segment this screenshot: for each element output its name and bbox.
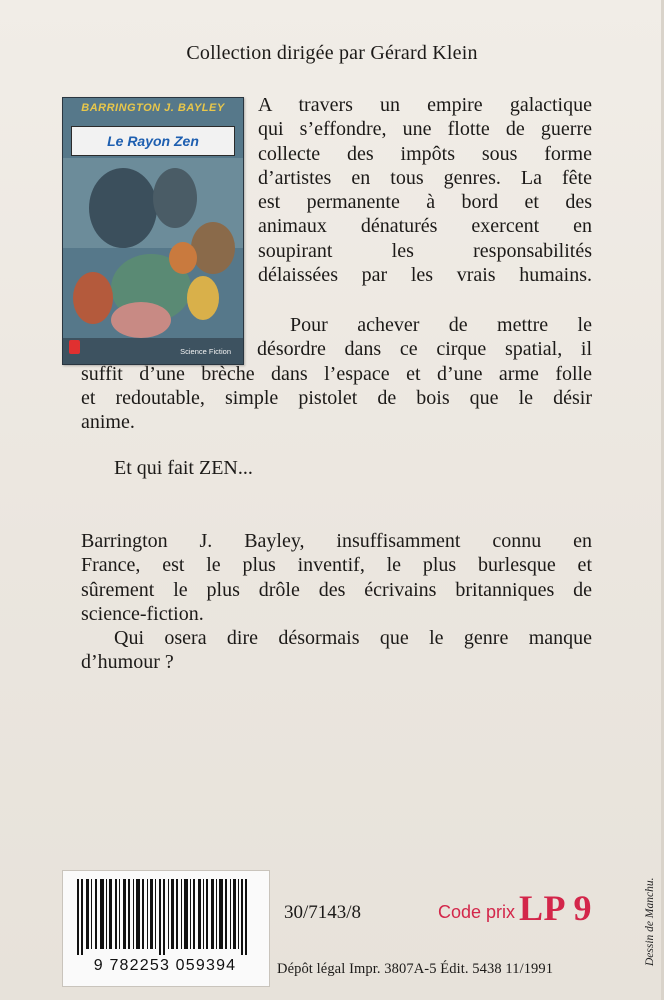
- text-line: et redoutable, simple pistolet de bois que le désir: [81, 386, 592, 409]
- text-line: soupirant les responsabilités: [258, 239, 592, 262]
- blurb-paragraph-3: Et qui fait ZEN...: [114, 457, 253, 479]
- text-line: désordre dans ce cirque spatial, il: [257, 338, 592, 361]
- author-note-paragraph-1: [81, 529, 592, 626]
- barcode-icon: [77, 879, 255, 955]
- text-line: Pour achever de mettre le: [290, 314, 592, 336]
- text-line: Barrington J. Bayley, insuffisamment connu en: [81, 530, 592, 552]
- price-code-label: Code prix: [438, 902, 516, 922]
- text-line: Qui osera dire désormais que le genre manque: [114, 627, 592, 649]
- cover-imprint: Science Fiction: [180, 347, 231, 356]
- blurb-paragraph-2: [81, 313, 592, 434]
- cover-author: BARRINGTON J. BAYLEY: [81, 102, 225, 114]
- cover-title-box: [71, 126, 235, 156]
- illustration-credit: Dessin de Manchu.: [644, 877, 656, 966]
- publisher-logo-icon: [69, 340, 80, 354]
- price-code: LP 9: [519, 888, 593, 928]
- author-note-paragraph-2: [81, 626, 592, 675]
- text-line: suffit d’une brèche dans l’espace et d’une arme folle: [81, 362, 592, 385]
- text-line: qui s’effondre, une flotte de guerre: [258, 118, 592, 141]
- text-line: science-fiction.: [81, 602, 204, 625]
- text-line: France, est le plus inventif, le plus burlesque et: [81, 554, 592, 577]
- text-line: est permanente à bord et des: [258, 191, 592, 214]
- text-line: d’artistes en tous genres. La fête: [258, 166, 592, 189]
- collection-credit: Collection dirigée par Gérard Klein: [186, 42, 478, 64]
- isbn-digits: 9 782253 059394: [93, 957, 237, 974]
- text-line: animaux dénaturés exercent en: [258, 215, 592, 238]
- legal-deposit: Dépôt légal Impr. 3807A-5 Édit. 5438 11/1991: [277, 961, 554, 977]
- cover-title: Le Rayon Zen: [107, 133, 199, 149]
- blurb-paragraph-1: [258, 93, 592, 287]
- catalog-code: 30/7143/8: [284, 902, 362, 923]
- text-line: A travers un empire galactique: [258, 94, 592, 116]
- barcode-label: [62, 870, 270, 987]
- text-line: sûrement le plus drôle des écrivains britanniques de: [81, 578, 592, 601]
- text-line: d’humour ?: [81, 651, 174, 674]
- text-line: anime.: [81, 411, 135, 434]
- text-line: collecte des impôts sous forme: [258, 142, 592, 165]
- text-line: délaissées par les vrais humains.: [258, 264, 592, 287]
